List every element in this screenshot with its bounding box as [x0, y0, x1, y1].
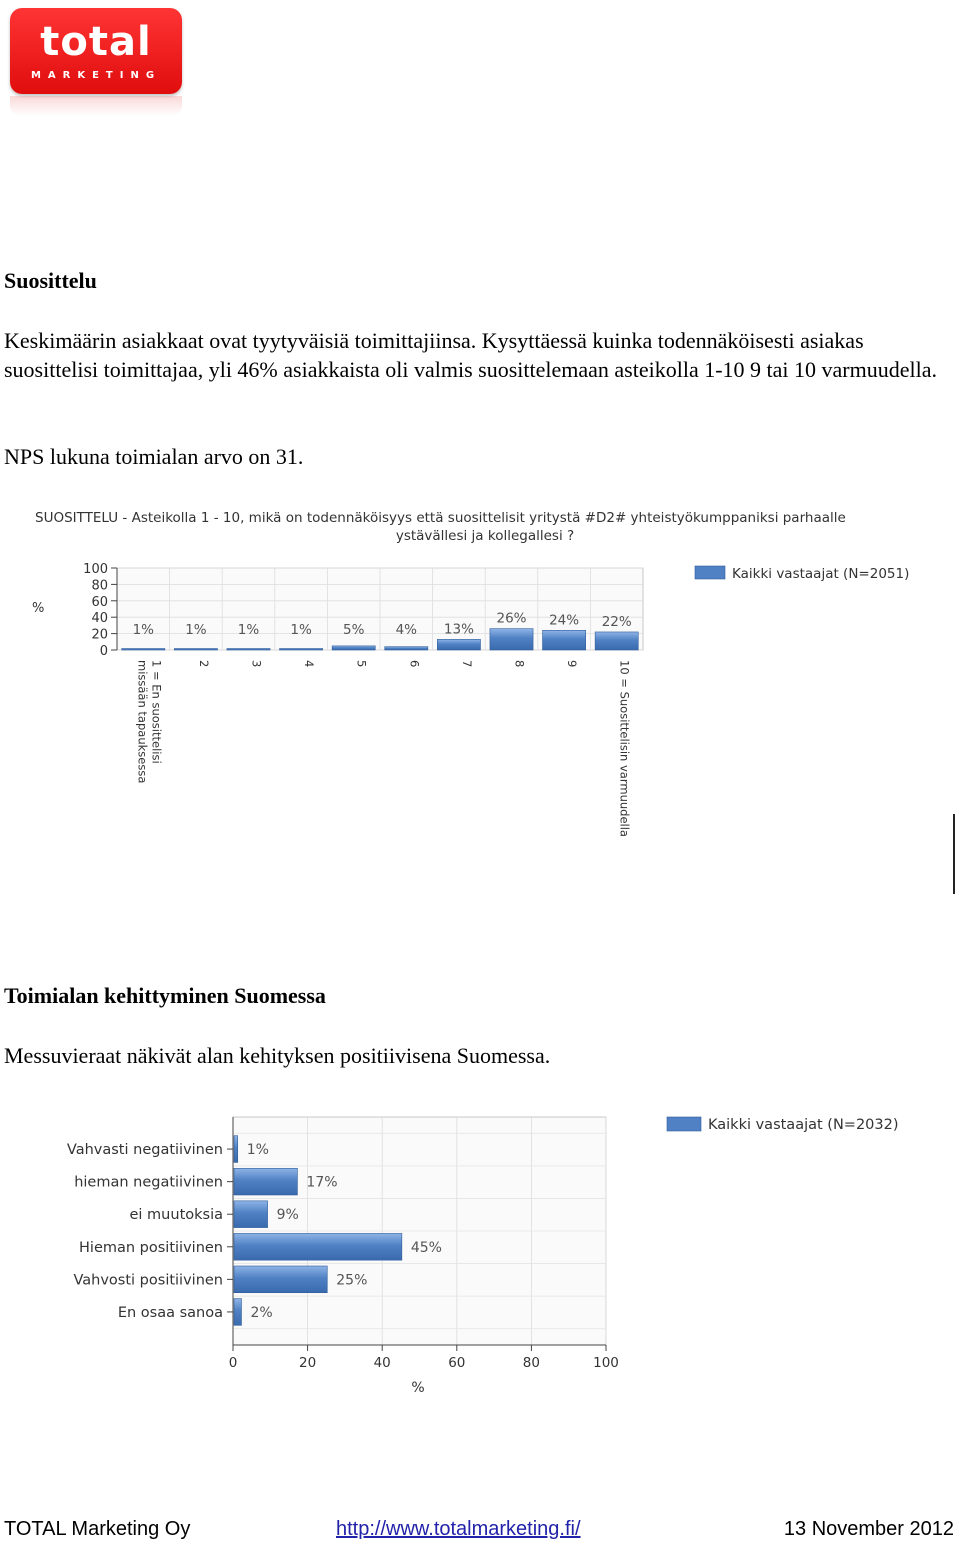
logo-word: total	[40, 19, 152, 65]
section-paragraph-suosittelu: Keskimäärin asiakkaat ovat tyytyväisiä toimittajiinsa. Kysyttäessä kuinka todennäköisesti asiakas suosittelisi toimittajaa, yli 46% asiakkaista oli valmis suosittelemaan asteikolla 1-10 9 tai 10 varmuudella.	[4, 328, 937, 382]
section-heading-suosittelu: Suosittelu	[4, 268, 97, 293]
chart2-bar	[234, 1233, 402, 1260]
chart1-y-tick-label: 80	[91, 578, 108, 594]
chart1-y-tick-label: 60	[91, 594, 108, 610]
chart2-x-tick-label: 60	[448, 1355, 466, 1371]
chart1-x-tick-label: 9	[565, 660, 580, 668]
logo-subtitle: MARKETING	[30, 70, 162, 81]
chart1-data-label: 13%	[443, 621, 474, 638]
chart2-category-label: ei muutoksia	[129, 1207, 223, 1224]
chart1-x-tick-label: 10 = Suosittelisin varmuudella	[617, 660, 632, 837]
development-chart	[0, 1100, 960, 1400]
chart1-bar	[437, 639, 480, 650]
logo-reflection	[10, 96, 182, 116]
footer-date: 13 November 2012	[783, 1518, 954, 1540]
chart1-legend-label: Kaikki vastaajat (N=2051)	[732, 566, 910, 582]
chart2-bar	[234, 1299, 241, 1326]
chart2-category-label: Vahvasti negatiivinen	[66, 1142, 223, 1159]
chart1-y-axis-label: %	[32, 601, 45, 616]
section-heading-kehittyminen: Toimialan kehittyminen Suomessa	[4, 983, 326, 1008]
chart2-x-tick-label: 100	[593, 1355, 619, 1371]
chart1-x-tick-label: 5	[354, 660, 369, 668]
chart1-x-tick-label-line2: 1 = En suosittelisi	[149, 660, 164, 764]
chart2-x-axis-label: %	[411, 1380, 425, 1396]
footer-link[interactable]: http://www.totalmarketing.fi/	[336, 1518, 581, 1540]
chart1-data-label: 24%	[549, 612, 580, 629]
chart1-x-tick-label: 3	[249, 660, 264, 668]
chart1-bar	[280, 649, 323, 651]
chart2-bar	[234, 1136, 238, 1163]
chart2-data-label: 45%	[410, 1239, 442, 1256]
edge-mark	[953, 814, 955, 894]
chart1-data-label: 1%	[132, 622, 155, 638]
chart2-bar	[234, 1168, 297, 1195]
chart2-data-label: 9%	[276, 1207, 299, 1224]
chart1-title-line2: ystävällesi ja kollegallesi ?	[395, 528, 575, 544]
nps-text: NPS lukuna toimialan arvo on 31.	[4, 444, 304, 469]
chart2-bar	[234, 1266, 327, 1293]
chart1-x-tick-label: 2	[196, 660, 211, 668]
chart2-data-label: 25%	[336, 1272, 368, 1289]
chart1-bar	[227, 649, 270, 651]
chart1-x-tick-label: 7	[459, 660, 474, 668]
chart1-x-tick-label: 6	[407, 660, 422, 668]
chart2-category-label: Hieman positiivinen	[79, 1239, 223, 1256]
footer-company: TOTAL Marketing Oy	[4, 1518, 191, 1540]
chart1-y-tick-label: 0	[99, 644, 108, 659]
chart2-category-label: En osaa sanoa	[117, 1304, 223, 1321]
chart1-y-tick-label: 20	[91, 627, 108, 643]
chart1-bar	[174, 649, 217, 651]
chart1-data-label: 1%	[185, 622, 207, 638]
chart1-legend-swatch	[695, 566, 725, 579]
chart2-category-label: hieman negatiivinen	[74, 1174, 223, 1191]
chart2-x-tick-label: 20	[299, 1355, 317, 1371]
chart1-bar	[385, 647, 428, 650]
chart2-data-label: 1%	[246, 1142, 269, 1159]
chart2-legend-label: Kaikki vastaajat (N=2032)	[708, 1117, 899, 1133]
chart2-data-label: 2%	[250, 1304, 273, 1321]
chart1-data-label: 26%	[496, 610, 527, 627]
chart2-x-tick-label: 0	[228, 1355, 238, 1371]
chart2-x-tick-label: 80	[522, 1355, 540, 1371]
chart1-data-label: 4%	[395, 622, 418, 638]
chart1-bar	[122, 649, 165, 651]
chart1-bar	[595, 632, 638, 650]
chart1-x-tick-label-line1: missään tapauksessa	[135, 660, 150, 784]
chart1-title-line1: SUOSITTELU - Asteikolla 1 - 10, mikä on todennäköisyys että suosittelisit yritystä #D2# yhteistyökumppaniksi parhaalle	[35, 510, 846, 526]
chart1-data-label: 5%	[342, 622, 365, 638]
chart2-bar	[234, 1201, 268, 1228]
chart2-legend-swatch	[667, 1117, 701, 1131]
chart1-bar	[332, 646, 375, 650]
section-paragraph-kehittyminen: Messuvieraat näkivät alan kehityksen positiivisena Suomessa.	[4, 1043, 551, 1068]
recommendation-chart	[0, 500, 960, 875]
chart1-data-label: 22%	[601, 613, 632, 630]
chart1-data-label: 1%	[237, 622, 260, 638]
chart1-y-tick-label: 100	[83, 562, 108, 577]
chart1-y-tick-label: 40	[91, 611, 108, 627]
chart2-x-tick-label: 40	[373, 1355, 391, 1371]
logo	[10, 8, 182, 94]
chart2-category-label: Vahvosti positiivinen	[73, 1272, 223, 1289]
chart1-x-tick-label: 8	[512, 660, 527, 668]
chart2-data-label: 17%	[306, 1174, 338, 1191]
chart1-x-tick-label: 4	[302, 660, 317, 668]
chart1-bar	[543, 630, 586, 650]
chart1-bar	[490, 629, 533, 650]
chart1-data-label: 1%	[290, 622, 312, 638]
